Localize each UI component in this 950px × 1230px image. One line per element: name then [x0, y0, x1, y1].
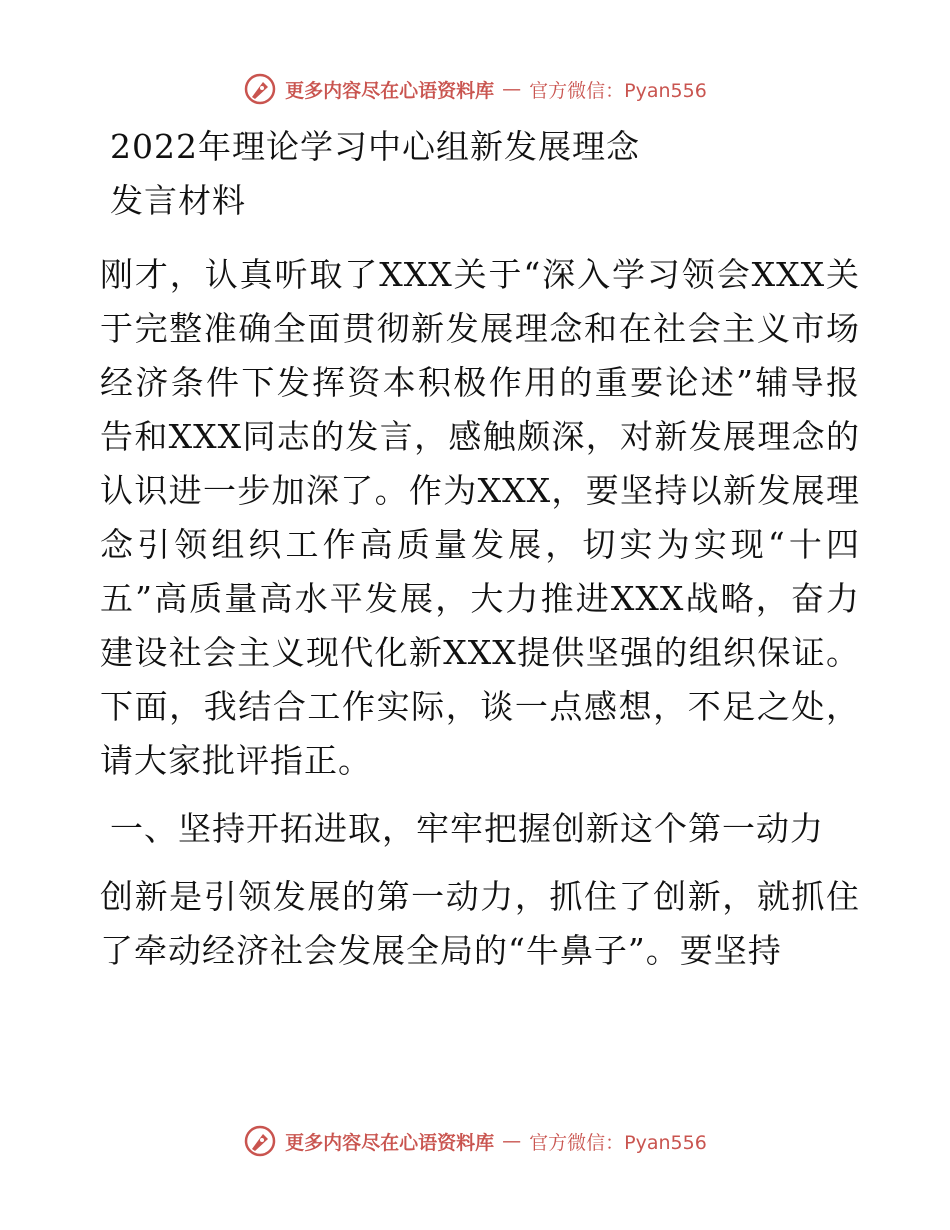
watermark-contact: 官方微信：Pyan556 — [529, 1131, 707, 1154]
pen-nib-logo-icon — [243, 1124, 277, 1158]
watermark-text: 更多内容尽在心语资料库 — [285, 79, 495, 102]
document-subtitle: 发言材料 — [110, 181, 246, 220]
watermark-footer — [0, 1116, 950, 1166]
document-title: 2022年理论学习中心组新发展理念 — [110, 127, 640, 166]
document-body — [100, 120, 860, 992]
watermark-contact: 官方微信：Pyan556 — [529, 79, 707, 102]
intro-paragraph: 刚才，认真听取了XXX关于“深入学习领会XXX关于完整准确全面贯彻新发展理念和在社会主义市场经济条件下发挥资本积极作用的重要论述”辅导报告和XXX同志的发言，感触颇深，对新发展理念的认识进一步加深了。作为XXX，要坚持以新发展理念引领组织工作高质量发展，切实为实现“十四五”高质量高水平发展，大力推进XXX战略，奋力建设社会主义现代化新XXX提供坚强的组织保证。下面，我结合工作实际，谈一点感想，不足之处，请大家批评指正。 — [100, 255, 860, 780]
section-heading: 一、坚持开拓进取，牢牢把握创新这个第一动力 — [110, 809, 824, 848]
pen-nib-logo-icon — [243, 72, 277, 106]
section-paragraph: 创新是引领发展的第一动力，抓住了创新，就抓住了牵动经济社会发展全局的“牛鼻子”。要坚持 — [100, 877, 860, 970]
watermark-header — [0, 64, 950, 114]
watermark-text: 更多内容尽在心语资料库 — [285, 1131, 495, 1154]
watermark-dash: — — [502, 1130, 522, 1152]
watermark-dash: — — [502, 78, 522, 100]
